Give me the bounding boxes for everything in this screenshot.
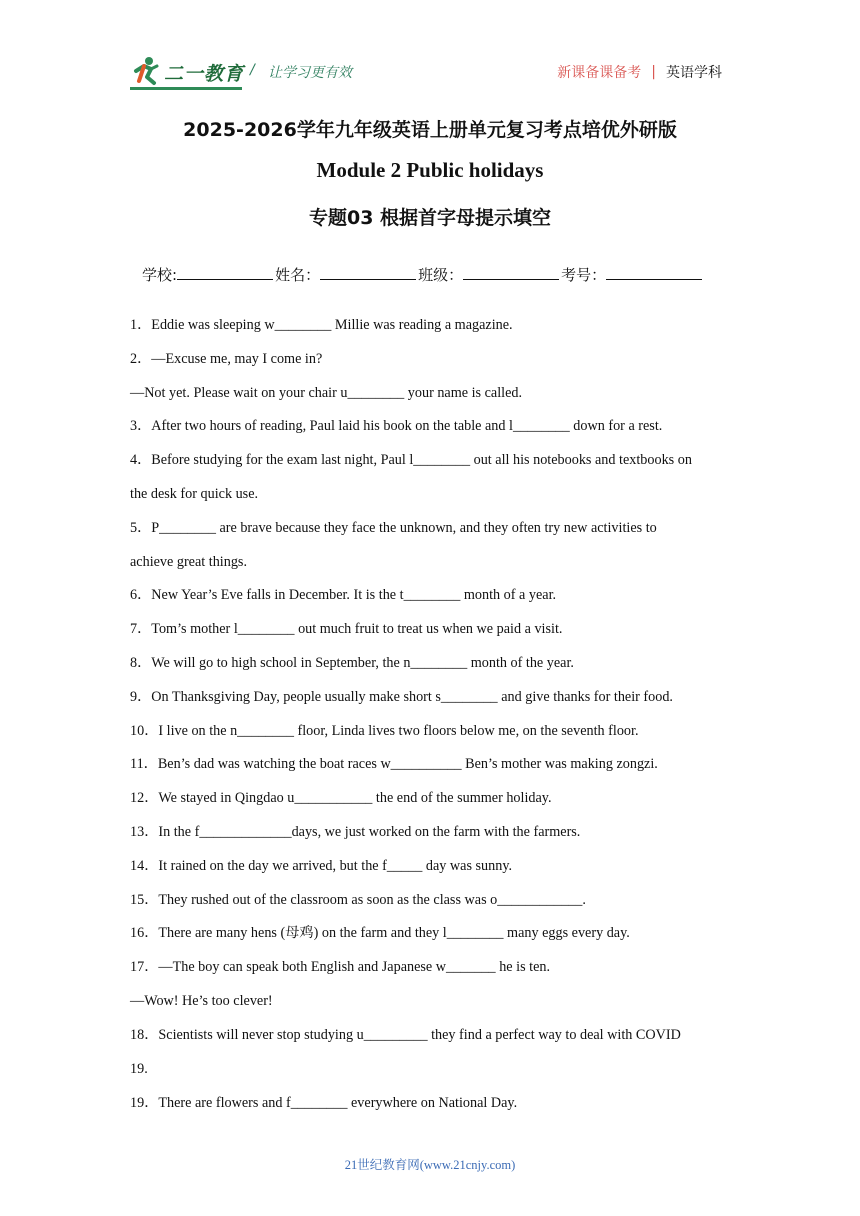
question-line: 19. [130, 1061, 148, 1077]
question-line: 17．—The boy can speak both English and Japanese w_______ he is ten. [130, 959, 551, 975]
school-label: 学校: [142, 266, 178, 284]
question-line: 18．Scientists will never stop studying u_________ they find a perfect way to deal with COVID [130, 1027, 681, 1043]
class-label: 班级： [418, 266, 464, 284]
question-line: 2．—Excuse me, may I come in? [130, 351, 323, 367]
question-line: 4．Before studying for the exam last night, Paul l________ out all his notebooks and textbooks on [130, 452, 692, 468]
topic-title: 专题03 根据首字母提示填空 [308, 207, 552, 229]
question-line: 1．Eddie was sleeping w________ Millie was reading a magazine. [130, 317, 513, 333]
divider-slash: / [250, 62, 255, 78]
question-line: 16．There are many hens (母鸡) on the farm and they l________ many eggs every day. [130, 925, 630, 941]
brand-logo [130, 54, 244, 90]
header-right [557, 62, 722, 82]
question-line: 19．There are flowers and f________ everywhere on National Day. [130, 1095, 518, 1111]
name-blank [320, 264, 416, 280]
question-line: 7．Tom’s mother l________ out much fruit to treat us when we paid a visit. [130, 621, 563, 637]
name-label: 姓名： [275, 266, 321, 284]
page-header [0, 0, 860, 100]
header-label-subject: 英语学科 [666, 65, 722, 81]
question-line: —Not yet. Please wait on your chair u________ your name is called. [130, 385, 523, 401]
logo-text: 二一教育 [164, 62, 245, 85]
question-line: 5．P________ are brave because they face the unknown, and they often try new activities to [130, 520, 657, 536]
question-line: —Wow! He’s too clever! [130, 993, 273, 1009]
question-line: the desk for quick use. [130, 486, 259, 502]
footer-source: 21世纪教育网(www.21cnjy.com) [344, 1158, 516, 1172]
question-line: 10．I live on the n________ floor, Linda lives two floors below me, on the seventh floor. [130, 723, 639, 739]
question-line: achieve great things. [130, 554, 247, 570]
question-line: 9．On Thanksgiving Day, people usually make short s________ and give thanks for their food. [130, 689, 673, 705]
logo-underline [130, 87, 242, 90]
question-line: 12．We stayed in Qingdao u___________ the end of the summer holiday. [130, 790, 552, 806]
question-line: 3．After two hours of reading, Paul laid his book on the table and l________ down for a rest. [130, 418, 663, 434]
header-separator: | [651, 64, 656, 80]
slogan: 让学习更有效 [268, 65, 352, 81]
question-line: 13．In the f_____________days, we just worked on the farm with the farmers. [130, 824, 581, 840]
question-line: 14．It rained on the day we arrived, but the f_____ day was sunny. [130, 858, 513, 874]
student-info-row [142, 264, 704, 285]
question-line: 11．Ben’s dad was watching the boat races w__________ Ben’s mother was making zongzi. [130, 756, 658, 772]
runner-logo-icon [130, 55, 160, 89]
question-line: 8．We will go to high school in September, the n________ month of the year. [130, 655, 574, 671]
module-title: Module 2 Public holidays [316, 158, 544, 182]
number-blank [606, 264, 702, 280]
school-blank [177, 264, 273, 280]
header-label-prep: 新课备课备考 [557, 65, 642, 81]
doc-title: 2025-2026学年九年级英语上册单元复习考点培优外研版 [183, 119, 677, 141]
class-blank [463, 264, 559, 280]
number-label: 考号： [561, 266, 607, 284]
question-line: 6．New Year’s Eve falls in December. It is the t________ month of a year. [130, 587, 557, 603]
question-line: 15．They rushed out of the classroom as soon as the class was o____________. [130, 892, 586, 908]
